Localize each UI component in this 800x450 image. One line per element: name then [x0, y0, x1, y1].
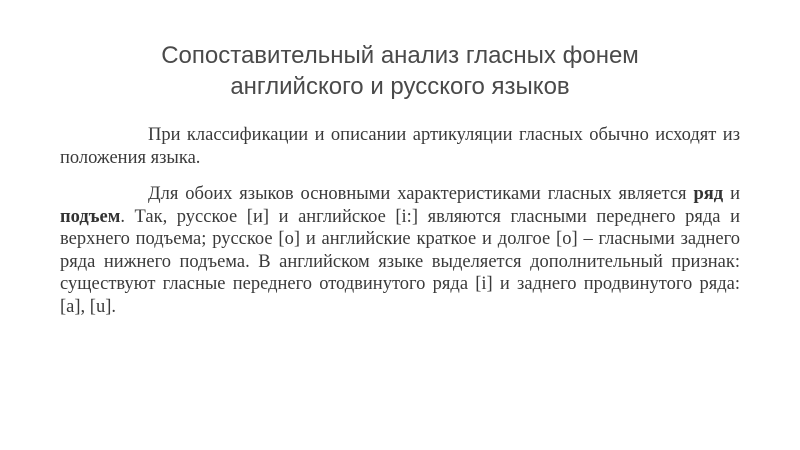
- slide-body: [60, 124, 740, 318]
- paragraph-2-text-c: . Так, русское [и] и английское [i:] являются гласными переднего ряда и верхнего подъема; русское [о] и английские краткое и долгое [о] – гласными заднего ряда нижнего подъема. В английском языке выделяется дополнительный признак: существуют гласные переднего отодвинутого ряда [i] и заднего продвинутого ряда: [а], [u].: [60, 206, 740, 317]
- paragraph-2-text-a: Для обоих языков основными характеристиками гласных является: [148, 184, 694, 204]
- slide-title-line-2: английского и русского языков: [230, 73, 570, 100]
- slide-title: [60, 40, 740, 102]
- slide-title-line-1: Сопоставительный анализ гласных фонем: [161, 42, 639, 69]
- paragraph-1: При классификации и описании артикуляции гласных обычно исходят из положения языка.: [60, 125, 740, 168]
- paragraph-2: [60, 183, 740, 318]
- term-ryad: ряд: [693, 184, 724, 204]
- term-podyem: подъем: [60, 206, 121, 227]
- paragraph-2-text-b: и: [723, 184, 740, 204]
